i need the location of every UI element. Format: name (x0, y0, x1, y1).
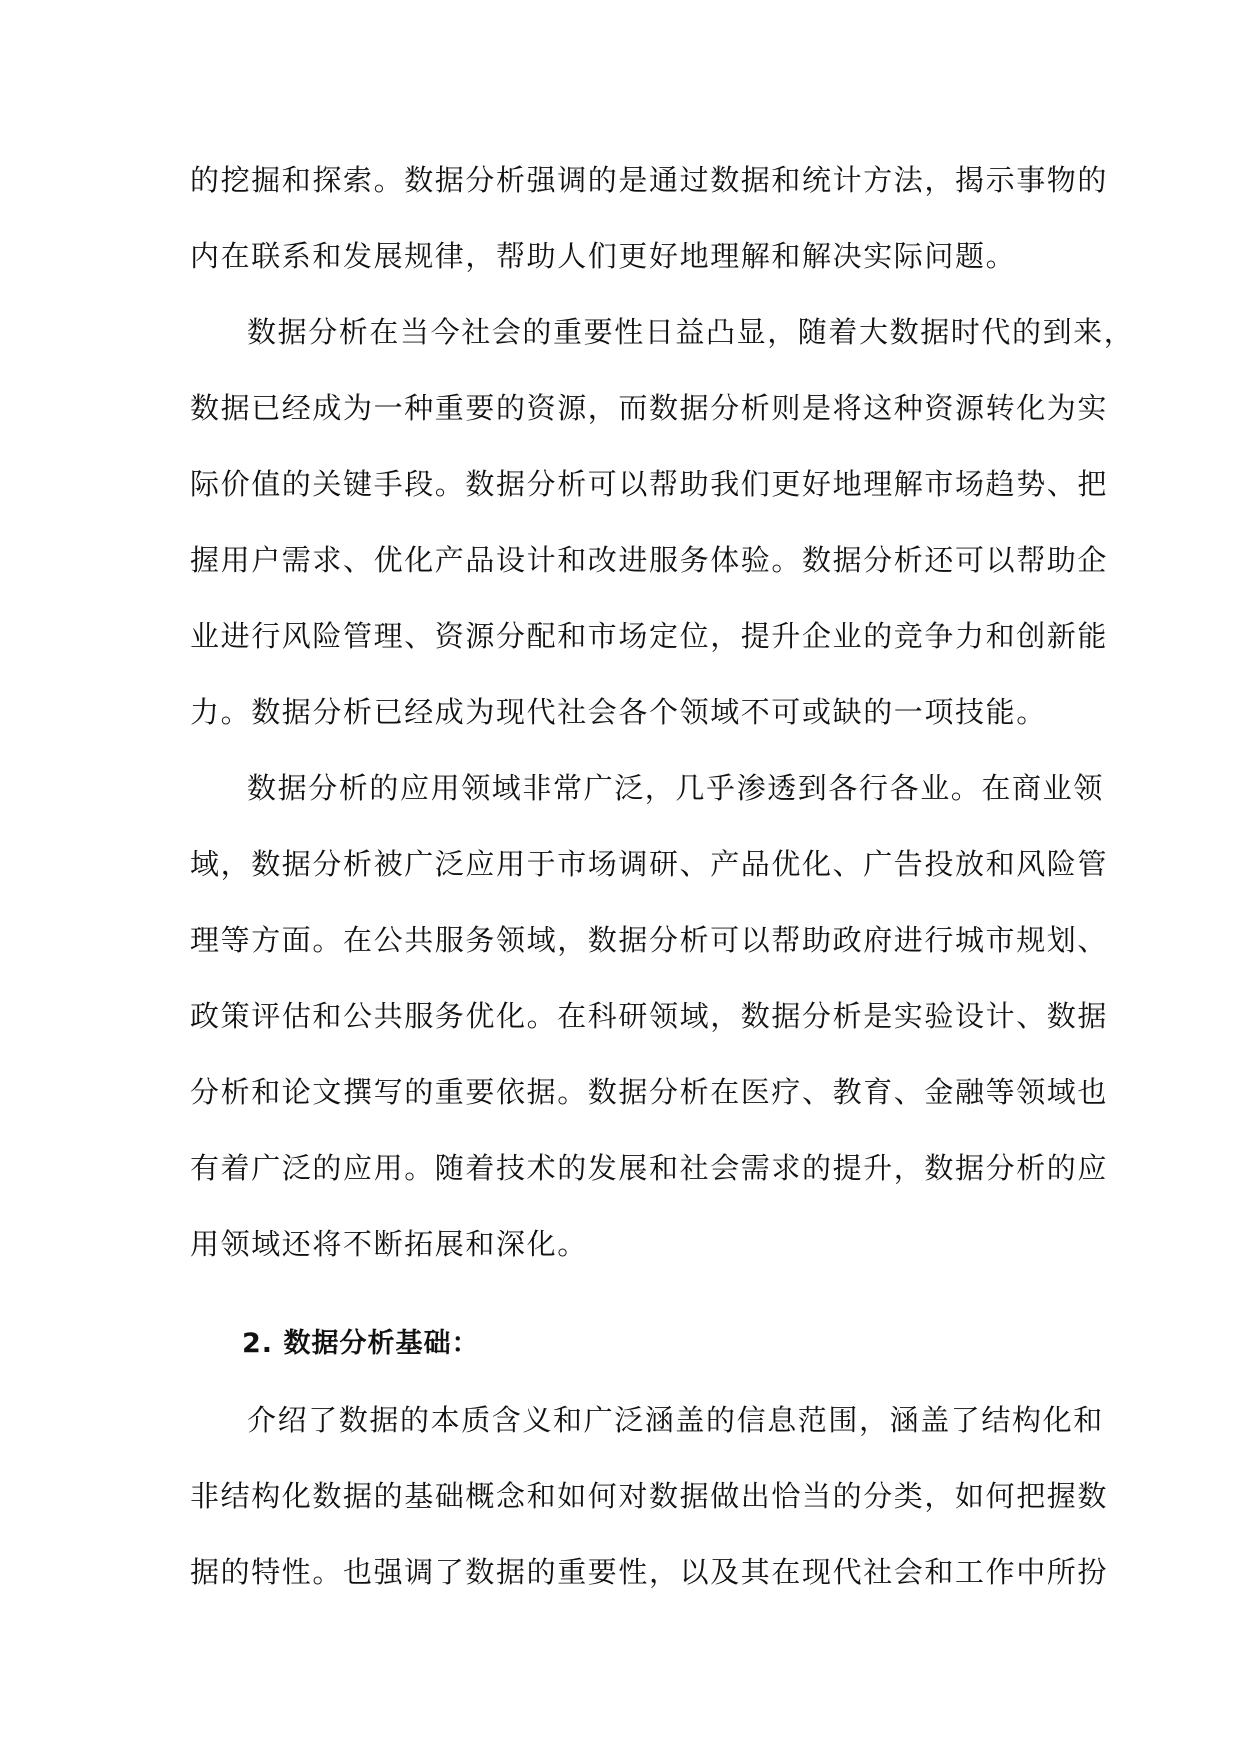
paragraph-first-line: 数据分析的应用领域非常广泛，几乎渗透到各行各业。在商业领 (247, 771, 1104, 805)
section-gap (190, 1282, 1060, 1306)
text-line: 有着广泛的应用。随着技术的发展和社会需求的提升，数据分析的应 (190, 1151, 1109, 1185)
paragraph-first-line: 数据分析在当今社会的重要性日益凸显，随着大数据时代的到来， (247, 315, 1135, 349)
text-line: 非结构化数据的基础概念和如何对数据做出恰当的分类，如何把握数 (190, 1479, 1109, 1513)
text-line: 力。数据分析已经成为现代社会各个领域不可或缺的一项技能。 (190, 695, 1047, 729)
text-line: 的挖掘和探索。数据分析强调的是通过数据和统计方法，揭示事物的 (190, 163, 1109, 197)
document-body (190, 142, 1135, 1610)
text-line: 域，数据分析被广泛应用于市场调研、产品优化、广告投放和风险管 (190, 847, 1109, 881)
text-line: 际价值的关键手段。数据分析可以帮助我们更好地理解市场趋势、把 (190, 467, 1109, 501)
section-heading: 2. 数据分析基础： (242, 1328, 480, 1359)
text-line: 用领域还将不断拓展和深化。 (190, 1227, 588, 1261)
text-line: 内在联系和发展规律，帮助人们更好地理解和解决实际问题。 (190, 239, 1017, 273)
paragraph-first-line: 介绍了数据的本质含义和广泛涵盖的信息范围，涵盖了结构化和 (247, 1403, 1104, 1437)
text-line: 理等方面。在公共服务领域，数据分析可以帮助政府进行城市规划、 (190, 923, 1109, 957)
text-line: 数据已经成为一种重要的资源，而数据分析则是将这种资源转化为实 (190, 391, 1109, 425)
text-line: 政策评估和公共服务优化。在科研领域，数据分析是实验设计、数据 (190, 999, 1109, 1033)
text-line: 握用户需求、优化产品设计和改进服务体验。数据分析还可以帮助企 (190, 543, 1109, 577)
text-line: 据的特性。也强调了数据的重要性，以及其在现代社会和工作中所扮 (190, 1555, 1109, 1589)
text-line: 分析和论文撰写的重要依据。数据分析在医疗、教育、金融等领域也 (190, 1075, 1109, 1109)
text-line: 业进行风险管理、资源分配和市场定位，提升企业的竞争力和创新能 (190, 619, 1109, 653)
